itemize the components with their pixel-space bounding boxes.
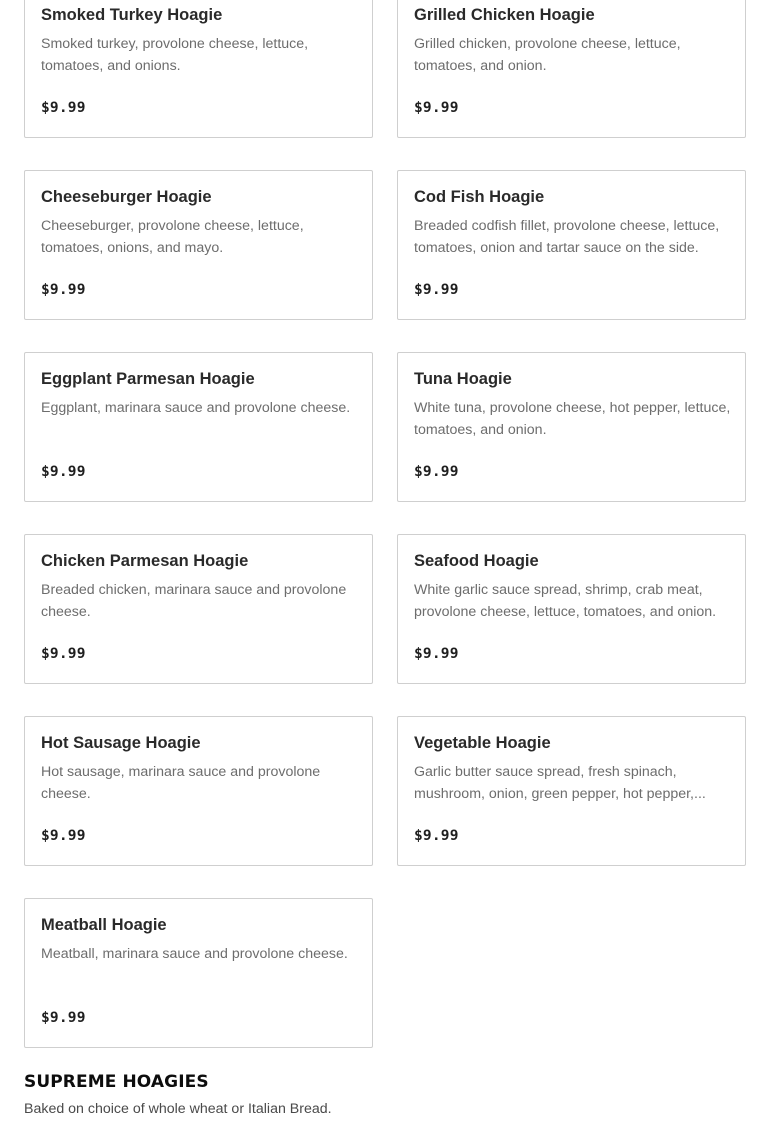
- section-heading: SUPREME HOAGIES: [24, 1072, 209, 1092]
- menu-item-name: Smoked Turkey Hoagie: [41, 6, 223, 24]
- menu-item-price: $9.99: [41, 282, 86, 298]
- menu-item-description: Smoked turkey, provolone cheese, lettuce, tomatoes, and onions.: [41, 36, 309, 74]
- menu-item-name: Cheeseburger Hoagie: [41, 188, 212, 206]
- menu-item-name: Chicken Parmesan Hoagie: [41, 552, 249, 570]
- menu-item-name: Vegetable Hoagie: [414, 734, 551, 752]
- menu-item-grid: [24, 0, 746, 1048]
- menu-item-name: Hot Sausage Hoagie: [41, 734, 201, 752]
- menu-item-name: Tuna Hoagie: [414, 370, 512, 388]
- menu-item-card[interactable]: [24, 0, 373, 138]
- menu-item-description: Grilled chicken, provolone cheese, lettuce, tomatoes, and onion.: [414, 36, 681, 74]
- menu-item-description: Cheeseburger, provolone cheese, lettuce, tomatoes, onions, and mayo.: [41, 218, 304, 256]
- menu-item-name: Cod Fish Hoagie: [414, 188, 545, 206]
- menu-item-description: Eggplant, marinara sauce and provolone cheese.: [41, 400, 351, 416]
- menu-item-price: $9.99: [41, 100, 86, 116]
- menu-item-price: $9.99: [41, 464, 86, 480]
- menu-item-card[interactable]: [24, 352, 373, 502]
- menu-item-card[interactable]: [397, 0, 746, 138]
- menu-item-description: Hot sausage, marinara sauce and provolone cheese.: [41, 764, 321, 802]
- menu-item-price: $9.99: [41, 828, 86, 844]
- menu-item-card[interactable]: [397, 716, 746, 866]
- menu-item-price: $9.99: [414, 282, 459, 298]
- menu-item-name: Grilled Chicken Hoagie: [414, 6, 595, 24]
- menu-item-description: Garlic butter sauce spread, fresh spinach, mushroom, onion, green pepper, hot pepper,...: [414, 764, 706, 802]
- menu-item-description: Breaded codfish fillet, provolone cheese, lettuce, tomatoes, onion and tartar sauce on the side.: [414, 218, 720, 256]
- menu-item-price: $9.99: [414, 828, 459, 844]
- menu-item-name: Eggplant Parmesan Hoagie: [41, 370, 255, 388]
- menu-item-price: $9.99: [414, 646, 459, 662]
- menu-item-card[interactable]: [397, 534, 746, 684]
- menu-item-name: Seafood Hoagie: [414, 552, 539, 570]
- menu-item-description: White tuna, provolone cheese, hot pepper, lettuce, tomatoes, and onion.: [414, 400, 731, 438]
- menu-item-price: $9.99: [414, 464, 459, 480]
- menu-item-card[interactable]: [24, 898, 373, 1048]
- menu-item-card[interactable]: [397, 170, 746, 320]
- menu-item-card[interactable]: [397, 352, 746, 502]
- menu-item-description: White garlic sauce spread, shrimp, crab meat, provolone cheese, lettuce, tomatoes, and onion.: [414, 582, 717, 620]
- menu-item-name: Meatball Hoagie: [41, 916, 167, 934]
- menu-item-price: $9.99: [41, 1010, 86, 1026]
- menu-item-description: Breaded chicken, marinara sauce and provolone cheese.: [41, 582, 347, 620]
- menu-item-price: $9.99: [41, 646, 86, 662]
- section-subtitle: Baked on choice of whole wheat or Italian Bread.: [24, 1101, 332, 1117]
- menu-item-card[interactable]: [24, 534, 373, 684]
- menu-item-description: Meatball, marinara sauce and provolone cheese.: [41, 946, 348, 962]
- menu-item-price: $9.99: [414, 100, 459, 116]
- menu-item-card[interactable]: [24, 716, 373, 866]
- menu-item-card[interactable]: [24, 170, 373, 320]
